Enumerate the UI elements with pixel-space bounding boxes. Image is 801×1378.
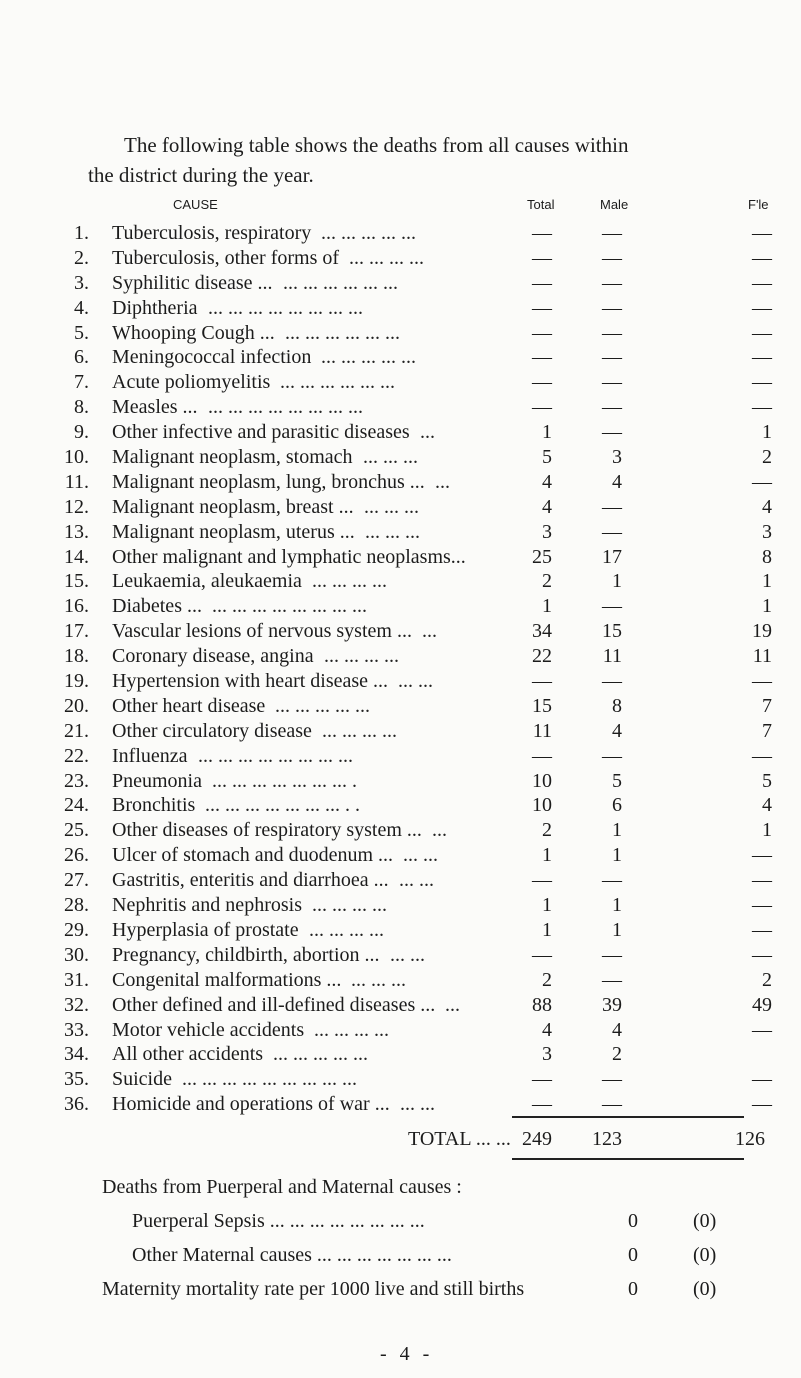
row-total: — bbox=[532, 869, 552, 892]
table-row bbox=[0, 769, 801, 794]
row-cause: Whooping Cough ... bbox=[112, 321, 275, 344]
total-rule-bottom bbox=[512, 1158, 744, 1160]
row-female: 7 bbox=[762, 694, 772, 717]
row-female: 11 bbox=[752, 645, 772, 668]
table-row bbox=[0, 321, 801, 346]
row-total: — bbox=[532, 744, 552, 767]
row-leader-dots: ... ... bbox=[403, 844, 438, 867]
row-female: — bbox=[752, 1018, 772, 1041]
row-male: — bbox=[602, 520, 622, 543]
row-total: — bbox=[532, 371, 552, 394]
row-female: — bbox=[752, 943, 772, 966]
row-male: 11 bbox=[602, 645, 622, 668]
other-maternal-value: 0 bbox=[628, 1244, 638, 1266]
row-total: 2 bbox=[542, 968, 552, 991]
row-cause: Malignant neoplasm, uterus ... bbox=[112, 520, 355, 543]
row-number: 19. bbox=[64, 670, 89, 693]
row-leader-dots: ... ... ... bbox=[363, 446, 418, 469]
row-male: 8 bbox=[612, 694, 622, 717]
other-maternal-paren: (0) bbox=[693, 1244, 717, 1266]
row-female: — bbox=[752, 296, 772, 319]
table-row bbox=[0, 1067, 801, 1092]
row-cause: All other accidents bbox=[112, 1043, 264, 1066]
row-male: 3 bbox=[612, 446, 622, 469]
row-cause: Diphtheria bbox=[112, 296, 198, 319]
row-cause: Other infective and parasitic diseases bbox=[112, 421, 410, 444]
row-total: 1 bbox=[542, 595, 552, 618]
row-total: 22 bbox=[532, 645, 552, 668]
row-female: 49 bbox=[752, 993, 772, 1016]
row-female: 7 bbox=[762, 719, 772, 742]
row-cause: Other malignant and lymphatic neoplasms... bbox=[112, 545, 466, 568]
row-leader-dots: ... ... ... ... ... bbox=[321, 222, 416, 244]
row-total: — bbox=[532, 222, 552, 244]
row-female: 1 bbox=[762, 570, 772, 593]
table-row bbox=[0, 370, 801, 395]
row-female: — bbox=[752, 1093, 772, 1116]
row-male: 4 bbox=[612, 1018, 622, 1041]
row-female: — bbox=[752, 744, 772, 767]
intro-line-1: The following table shows the deaths from all causes within bbox=[124, 133, 629, 157]
row-cause: Malignant neoplasm, stomach bbox=[112, 446, 353, 469]
row-number: 2. bbox=[74, 246, 89, 269]
row-female: 2 bbox=[762, 968, 772, 991]
maternity-rate-paren: (0) bbox=[693, 1278, 717, 1300]
row-cause: Leukaemia, aleukaemia bbox=[112, 570, 302, 593]
maternity-rate-value: 0 bbox=[628, 1278, 638, 1300]
row-total: — bbox=[532, 321, 552, 344]
row-cause: Tuberculosis, other forms of bbox=[112, 246, 340, 269]
row-number: 16. bbox=[64, 595, 89, 618]
table-row bbox=[0, 669, 801, 694]
table-row bbox=[0, 1092, 801, 1117]
row-number: 20. bbox=[64, 694, 89, 717]
row-leader-dots: ... ... ... ... bbox=[349, 246, 424, 269]
table-row bbox=[0, 719, 801, 744]
row-female: 5 bbox=[762, 769, 772, 792]
table-row bbox=[0, 868, 801, 893]
other-maternal-label: Other Maternal causes ... ... ... ... ... ... ... bbox=[132, 1244, 452, 1266]
row-leader-dots: ... ... ... ... ... ... bbox=[280, 371, 395, 394]
row-male: 17 bbox=[602, 545, 622, 568]
row-leader-dots: ... bbox=[420, 421, 435, 444]
row-cause: Pregnancy, childbirth, abortion ... bbox=[112, 943, 380, 966]
row-male: — bbox=[602, 222, 622, 244]
row-total: 25 bbox=[532, 545, 552, 568]
row-number: 6. bbox=[74, 346, 89, 369]
table-row bbox=[0, 246, 801, 271]
row-total: — bbox=[532, 943, 552, 966]
header-female: F'le bbox=[748, 197, 769, 212]
row-number: 33. bbox=[64, 1018, 89, 1041]
row-female: — bbox=[752, 396, 772, 419]
row-number: 23. bbox=[64, 769, 89, 792]
table-row bbox=[0, 420, 801, 445]
puerperal-sepsis-label: Puerperal Sepsis ... ... ... ... ... ... ... ... bbox=[132, 1210, 425, 1232]
table-row bbox=[0, 520, 801, 545]
row-number: 29. bbox=[64, 918, 89, 941]
row-total: 5 bbox=[542, 446, 552, 469]
row-leader-dots: ... bbox=[422, 620, 437, 643]
row-number: 36. bbox=[64, 1093, 89, 1116]
row-number: 22. bbox=[64, 744, 89, 767]
row-leader-dots: ... ... ... ... ... ... ... ... bbox=[212, 595, 367, 618]
table-row bbox=[0, 345, 801, 370]
table-row bbox=[0, 545, 801, 570]
row-female: — bbox=[752, 346, 772, 369]
row-number: 34. bbox=[64, 1043, 89, 1066]
row-leader-dots: ... ... ... ... ... ... bbox=[283, 271, 398, 294]
row-leader-dots: ... ... bbox=[399, 869, 434, 892]
row-number: 7. bbox=[74, 371, 89, 394]
row-male: — bbox=[602, 1068, 622, 1091]
total-label: TOTAL ... ... bbox=[408, 1128, 511, 1150]
row-total: 4 bbox=[542, 495, 552, 518]
row-leader-dots: ... ... ... ... bbox=[312, 570, 387, 593]
row-female: 1 bbox=[762, 421, 772, 444]
row-number: 15. bbox=[64, 570, 89, 593]
table-row bbox=[0, 644, 801, 669]
table-row bbox=[0, 893, 801, 918]
row-cause: Other defined and ill-defined diseases ... bbox=[112, 993, 436, 1016]
row-male: 1 bbox=[612, 894, 622, 917]
row-number: 12. bbox=[64, 495, 89, 518]
row-leader-dots: ... ... ... bbox=[365, 520, 420, 543]
table-row bbox=[0, 395, 801, 420]
intro-line-2: the district during the year. bbox=[88, 163, 314, 187]
row-total: 1 bbox=[542, 894, 552, 917]
total-rule-top bbox=[512, 1116, 744, 1118]
row-female: — bbox=[752, 222, 772, 244]
row-cause: Vascular lesions of nervous system ... bbox=[112, 620, 412, 643]
row-cause: Bronchitis bbox=[112, 794, 196, 817]
row-leader-dots: ... ... ... ... ... ... ... . bbox=[212, 769, 357, 792]
row-leader-dots: ... ... ... ... ... ... ... ... bbox=[208, 396, 363, 419]
row-female: — bbox=[752, 470, 772, 493]
row-leader-dots: ... ... ... ... bbox=[312, 894, 387, 917]
row-total: 4 bbox=[542, 1018, 552, 1041]
table-row bbox=[0, 221, 801, 246]
row-leader-dots: ... ... bbox=[400, 1093, 435, 1116]
row-number: 17. bbox=[64, 620, 89, 643]
row-male: — bbox=[602, 296, 622, 319]
row-number: 31. bbox=[64, 968, 89, 991]
row-total: 1 bbox=[542, 844, 552, 867]
table-row bbox=[0, 1018, 801, 1043]
row-male: 1 bbox=[612, 570, 622, 593]
row-male: — bbox=[602, 271, 622, 294]
row-male: — bbox=[602, 346, 622, 369]
puerperal-heading-line bbox=[102, 1172, 782, 1206]
row-male: — bbox=[602, 670, 622, 693]
row-cause: Influenza bbox=[112, 744, 188, 767]
row-number: 27. bbox=[64, 869, 89, 892]
row-leader-dots: ... ... ... ... ... ... ... ... bbox=[198, 744, 353, 767]
row-female: — bbox=[752, 371, 772, 394]
row-male: 4 bbox=[612, 719, 622, 742]
table-row bbox=[0, 843, 801, 868]
row-cause: Hyperplasia of prostate bbox=[112, 918, 299, 941]
puerperal-sepsis-paren: (0) bbox=[693, 1210, 717, 1232]
row-total: — bbox=[532, 670, 552, 693]
table-row bbox=[0, 445, 801, 470]
row-leader-dots: ... ... ... ... ... ... bbox=[285, 321, 400, 344]
row-cause: Malignant neoplasm, lung, bronchus ... bbox=[112, 470, 425, 493]
row-number: 25. bbox=[64, 819, 89, 842]
row-total: 10 bbox=[532, 769, 552, 792]
total-total: 249 bbox=[522, 1128, 552, 1150]
puerperal-block bbox=[102, 1172, 782, 1308]
row-total: — bbox=[532, 346, 552, 369]
row-number: 35. bbox=[64, 1068, 89, 1091]
row-number: 13. bbox=[64, 520, 89, 543]
row-leader-dots: ... ... ... ... bbox=[324, 645, 399, 668]
header-cause: CAUSE bbox=[173, 197, 218, 212]
row-total: — bbox=[532, 246, 552, 269]
puerperal-sepsis-line bbox=[102, 1206, 782, 1240]
header-total: Total bbox=[527, 197, 555, 212]
intro-paragraph bbox=[88, 130, 768, 190]
row-leader-dots: ... ... ... ... ... ... ... ... bbox=[208, 296, 363, 319]
row-number: 9. bbox=[74, 421, 89, 444]
row-leader-dots: ... bbox=[435, 470, 450, 493]
row-total: 3 bbox=[542, 1043, 552, 1066]
row-cause: Other diseases of respiratory system ... bbox=[112, 819, 422, 842]
row-total: 2 bbox=[542, 819, 552, 842]
row-female: — bbox=[752, 844, 772, 867]
table-row bbox=[0, 1042, 801, 1067]
row-number: 11. bbox=[64, 470, 89, 493]
row-number: 28. bbox=[64, 894, 89, 917]
row-number: 5. bbox=[74, 321, 89, 344]
row-leader-dots: ... ... bbox=[390, 943, 425, 966]
row-cause: Diabetes ... bbox=[112, 595, 202, 618]
row-cause: Hypertension with heart disease ... bbox=[112, 670, 389, 693]
row-male: 1 bbox=[612, 918, 622, 941]
other-maternal-line bbox=[102, 1240, 782, 1274]
row-cause: Suicide bbox=[112, 1068, 172, 1091]
row-male: — bbox=[602, 869, 622, 892]
table-row bbox=[0, 470, 801, 495]
row-total: 1 bbox=[542, 918, 552, 941]
row-male: — bbox=[602, 396, 622, 419]
row-number: 24. bbox=[64, 794, 89, 817]
table-row bbox=[0, 993, 801, 1018]
maternity-rate-line bbox=[102, 1274, 782, 1308]
page-number: - 4 - bbox=[380, 1343, 434, 1365]
row-number: 4. bbox=[74, 296, 89, 319]
row-total: 88 bbox=[532, 993, 552, 1016]
row-male: — bbox=[602, 744, 622, 767]
row-male: — bbox=[602, 421, 622, 444]
puerperal-heading: Deaths from Puerperal and Maternal causes : bbox=[102, 1176, 462, 1198]
row-number: 18. bbox=[64, 645, 89, 668]
row-male: 4 bbox=[612, 470, 622, 493]
total-male: 123 bbox=[592, 1128, 622, 1150]
row-number: 3. bbox=[74, 271, 89, 294]
total-female: 126 bbox=[735, 1128, 765, 1150]
row-leader-dots: ... bbox=[445, 993, 460, 1016]
row-female: — bbox=[752, 670, 772, 693]
row-total: — bbox=[532, 271, 552, 294]
table-row bbox=[0, 793, 801, 818]
row-male: — bbox=[602, 246, 622, 269]
table-row bbox=[0, 271, 801, 296]
row-total: 15 bbox=[532, 694, 552, 717]
row-female: — bbox=[752, 869, 772, 892]
row-female: 4 bbox=[762, 495, 772, 518]
row-female: — bbox=[752, 918, 772, 941]
row-number: 1. bbox=[74, 222, 89, 244]
row-cause: Ulcer of stomach and duodenum ... bbox=[112, 844, 394, 867]
table-row bbox=[0, 694, 801, 719]
row-leader-dots: ... ... ... bbox=[351, 968, 406, 991]
row-leader-dots: ... bbox=[432, 819, 447, 842]
row-cause: Gastritis, enteritis and diarrhoea ... bbox=[112, 869, 389, 892]
row-total: 2 bbox=[542, 570, 552, 593]
table-row bbox=[0, 818, 801, 843]
row-total: 34 bbox=[532, 620, 552, 643]
row-male: 6 bbox=[612, 794, 622, 817]
row-cause: Malignant neoplasm, breast ... bbox=[112, 495, 354, 518]
row-total: 10 bbox=[532, 794, 552, 817]
row-total: 11 bbox=[532, 719, 552, 742]
row-male: 5 bbox=[612, 769, 622, 792]
row-female: — bbox=[752, 321, 772, 344]
table-row bbox=[0, 968, 801, 993]
row-male: 39 bbox=[602, 993, 622, 1016]
row-male: — bbox=[602, 321, 622, 344]
row-total: 3 bbox=[542, 520, 552, 543]
row-leader-dots: ... ... ... ... ... bbox=[273, 1043, 368, 1066]
row-female: 4 bbox=[762, 794, 772, 817]
row-leader-dots: ... ... ... ... ... ... ... ... ... bbox=[182, 1068, 357, 1091]
row-cause: Syphilitic disease ... bbox=[112, 271, 273, 294]
row-cause: Measles ... bbox=[112, 396, 198, 419]
row-leader-dots: ... ... ... bbox=[364, 495, 419, 518]
row-cause: Tuberculosis, respiratory bbox=[112, 222, 312, 244]
row-number: 10. bbox=[64, 446, 89, 469]
row-female: 1 bbox=[762, 819, 772, 842]
row-cause: Meningococcal infection bbox=[112, 346, 312, 369]
header-male: Male bbox=[600, 197, 629, 212]
maternity-rate-label: Maternity mortality rate per 1000 live and still births bbox=[102, 1278, 525, 1300]
row-male: 2 bbox=[612, 1043, 622, 1066]
row-female: 3 bbox=[762, 520, 772, 543]
table-row bbox=[0, 296, 801, 321]
row-total: — bbox=[532, 296, 552, 319]
table-row bbox=[0, 943, 801, 968]
puerperal-sepsis-value: 0 bbox=[628, 1210, 638, 1232]
row-cause: Other heart disease bbox=[112, 694, 266, 717]
table-row bbox=[0, 495, 801, 520]
table-row bbox=[0, 569, 801, 594]
row-number: 21. bbox=[64, 719, 89, 742]
row-leader-dots: ... ... ... ... ... bbox=[321, 346, 416, 369]
causes-table bbox=[0, 221, 801, 1117]
row-number: 30. bbox=[64, 943, 89, 966]
row-leader-dots: ... ... ... ... bbox=[322, 719, 397, 742]
table-row bbox=[0, 918, 801, 943]
row-total: — bbox=[532, 1093, 552, 1116]
row-male: — bbox=[602, 1093, 622, 1116]
row-total: 1 bbox=[542, 421, 552, 444]
row-leader-dots: ... ... ... ... ... bbox=[275, 694, 370, 717]
row-male: — bbox=[602, 371, 622, 394]
table-row bbox=[0, 594, 801, 619]
table-row bbox=[0, 744, 801, 769]
row-cause: Coronary disease, angina bbox=[112, 645, 314, 668]
row-leader-dots: ... ... bbox=[398, 670, 433, 693]
row-male: — bbox=[602, 968, 622, 991]
row-total: 4 bbox=[542, 470, 552, 493]
row-cause: Acute poliomyelitis bbox=[112, 371, 271, 394]
row-leader-dots: ... ... ... ... ... ... ... . . bbox=[205, 794, 360, 817]
row-male: 1 bbox=[612, 844, 622, 867]
row-male: — bbox=[602, 495, 622, 518]
row-female: 19 bbox=[752, 620, 772, 643]
row-cause: Homicide and operations of war ... bbox=[112, 1093, 390, 1116]
row-number: 32. bbox=[64, 993, 89, 1016]
row-male: — bbox=[602, 943, 622, 966]
row-cause: Pneumonia bbox=[112, 769, 202, 792]
row-female: — bbox=[752, 894, 772, 917]
row-number: 26. bbox=[64, 844, 89, 867]
row-cause: Other circulatory disease bbox=[112, 719, 312, 742]
row-cause: Congenital malformations ... bbox=[112, 968, 342, 991]
row-male: 15 bbox=[602, 620, 622, 643]
row-female: — bbox=[752, 271, 772, 294]
table-row bbox=[0, 619, 801, 644]
row-number: 8. bbox=[74, 396, 89, 419]
row-cause: Motor vehicle accidents bbox=[112, 1018, 305, 1041]
row-female: — bbox=[752, 246, 772, 269]
row-leader-dots: ... ... ... ... bbox=[309, 918, 384, 941]
row-male: 1 bbox=[612, 819, 622, 842]
row-total: — bbox=[532, 396, 552, 419]
row-female: 2 bbox=[762, 446, 772, 469]
row-female: 8 bbox=[762, 545, 772, 568]
row-total: — bbox=[532, 1068, 552, 1091]
row-male: — bbox=[602, 595, 622, 618]
row-female: 1 bbox=[762, 595, 772, 618]
row-female: — bbox=[752, 1068, 772, 1091]
row-leader-dots: ... ... ... ... bbox=[314, 1018, 389, 1041]
row-number: 14. bbox=[64, 545, 89, 568]
row-cause: Nephritis and nephrosis bbox=[112, 894, 302, 917]
